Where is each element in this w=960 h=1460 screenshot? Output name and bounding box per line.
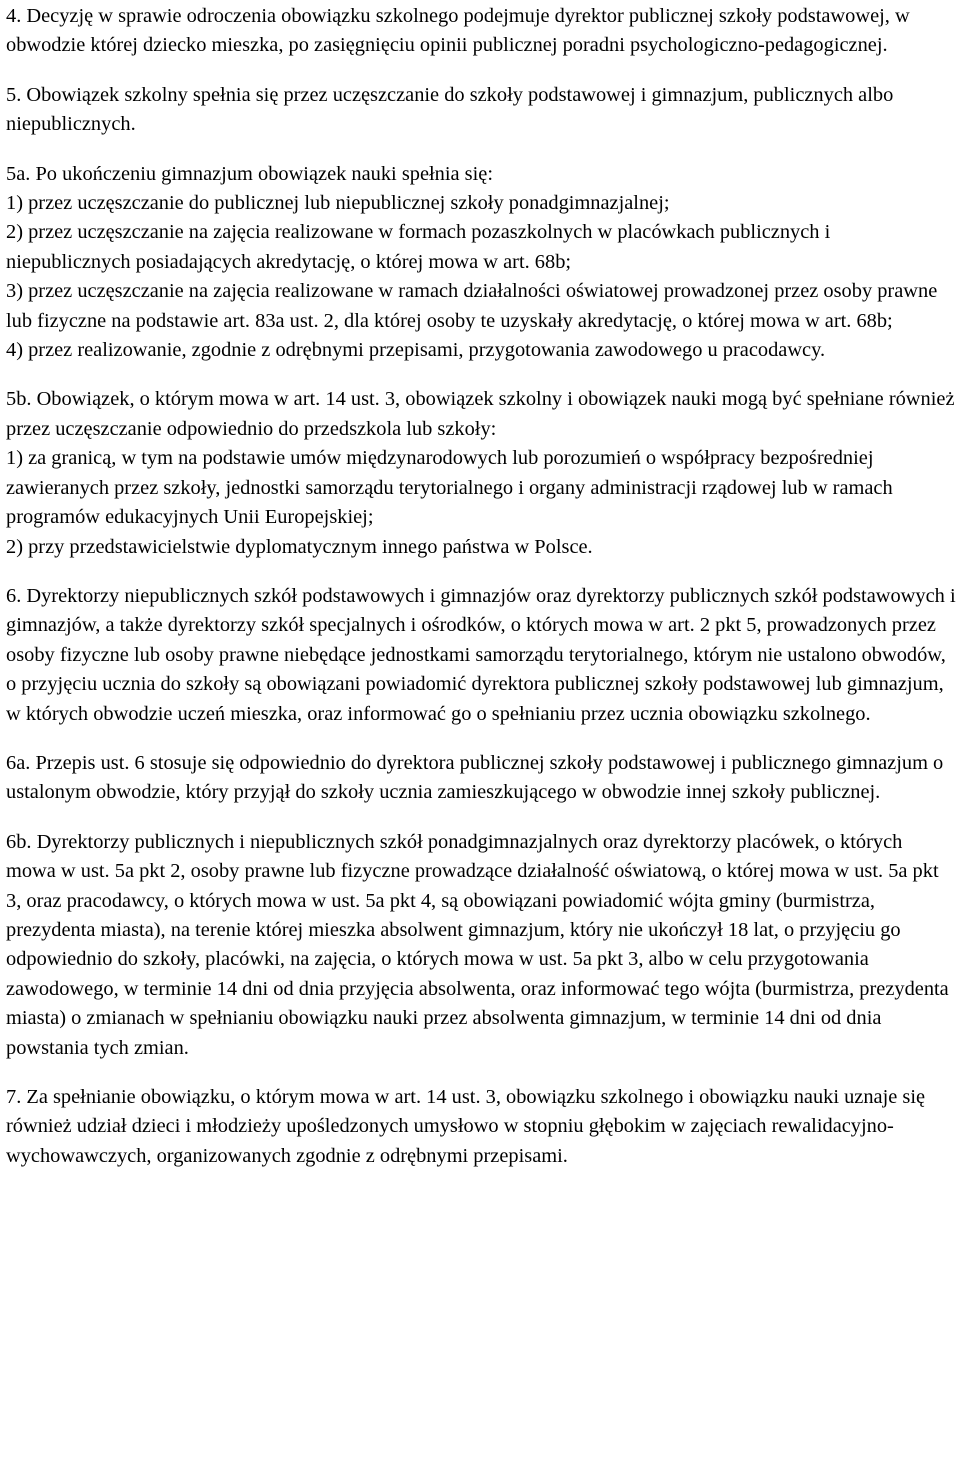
paragraph-line: 5. Obowiązek szkolny spełnia się przez uczęszczanie do szkoły podstawowej i gimnazjum, publicznych albo niepublicznych.: [6, 83, 894, 136]
paragraph-line: 5b. Obowiązek, o którym mowa w art. 14 ust. 3, obowiązek szkolny i obowiązek nauki mogą być spełniane również przez uczęszczanie odpowiednio do przedszkola lub szkoły:: [6, 388, 955, 440]
paragraph-line: 7. Za spełnianie obowiązku, o którym mowa w art. 14 ust. 3, obowiązku szkolnego i obowiązku nauki uznaje się również udział dzieci i młodzieży upośledzonych umysłowo w stopniu głębokim w zajęciach rewalidacyjno-wychowawczych, organizowanych zgodnie z odrębnymi przepisami.: [6, 1086, 926, 1167]
paragraph-5a: [6, 160, 956, 366]
list-item: 4) przez realizowanie, zgodnie z odrębnymi przepisami, przygotowania zawodowego u pracodawcy.: [6, 339, 826, 362]
paragraph-4: [6, 2, 956, 61]
list-item: 1) za granicą, w tym na podstawie umów międzynarodowych lub porozumień o współpracy bezpośredniej zawieranych przez szkoły, jednostki samorządu terytorialnego i organy administracji rządowej lub w ramach programów edukacyjnych Unii Europejskiej;: [6, 447, 893, 529]
list-item: 1) przez uczęszczanie do publicznej lub niepublicznej szkoły ponadgimnazjalnej;: [6, 192, 670, 215]
paragraph-line: 6. Dyrektorzy niepublicznych szkół podstawowych i gimnazjów oraz dyrektorzy publicznych szkół podstawowych i gimnazjów, a także dyrektorzy szkół specjalnych i ośrodków, o których mowa w art. 2 pkt 5, prowadzonych przez osoby fizyczne lub osoby prawne niebędące jednostkami samorządu terytorialnego, którym nie ustalono obwodów, o przyjęciu ucznia do szkoły są obowiązani powiadomić dyrektora publicznej szkoły podstawowej lub gimnazjum, w których obwodzie uczeń mieszka, oraz informować go o spełnianiu przez ucznia obowiązku szkolnego.: [6, 584, 956, 725]
paragraph-5b: [6, 385, 956, 561]
paragraph-6a: [6, 749, 956, 808]
paragraph-line: 6b. Dyrektorzy publicznych i niepublicznych szkół ponadgimnazjalnych oraz dyrektorzy placówek, o których mowa w ust. 5a pkt 2, osoby prawne lub fizyczne prowadzące działalność oświatową, o której mowa w ust. 5a pkt 3, oraz pracodawcy, o których mowa w ust. 5a pkt 4, są obowiązani powiadomić wójta gminy (burmistrza, prezydenta miasta), na terenie której mieszka absolwent gimnazjum, który nie ukończył 18 lat, o przyjęciu go odpowiednio do szkoły, placówki, na zajęcia, o których mowa w ust. 5a pkt 3, albo w celu przygotowania zawodowego, w terminie 14 dni od dnia przyjęcia absolwenta, oraz informować tego wójta (burmistrza, prezydenta miasta) o zmianach w spełnianiu obowiązku nauki przez absolwenta gimnazjum, w terminie 14 dni od dnia powstania tych zmian.: [6, 830, 949, 1059]
list-item: 2) przy przedstawicielstwie dyplomatycznym innego państwa w Polsce.: [6, 535, 593, 558]
paragraph-line: 6a. Przepis ust. 6 stosuje się odpowiednio do dyrektora publicznej szkoły podstawowej i publicznego gimnazjum o ustalonym obwodzie, który przyjął do szkoły ucznia zamieszkującego w obwodzie innej szkoły publicznej.: [6, 751, 944, 804]
paragraph-7: [6, 1083, 956, 1171]
list-item: 2) przez uczęszczanie na zajęcia realizowane w formach pozaszkolnych w placówkach publicznych i niepublicznych posiadających akredytację, o której mowa w art. 68b;: [6, 221, 831, 273]
paragraph-line: 4. Decyzję w sprawie odroczenia obowiązku szkolnego podejmuje dyrektor publicznej szkoły podstawowej, w obwodzie której dziecko mieszka, po zasięgnięciu opinii publicznej poradni psychologiczno-pedagogicznej.: [6, 5, 910, 57]
document-page: [6, 2, 956, 1191]
paragraph-5: [6, 81, 956, 140]
list-item: 3) przez uczęszczanie na zajęcia realizowane w ramach działalności oświatowej prowadzonej przez osoby prawne lub fizyczne na podstawie art. 83a ust. 2, dla której osoby te uzyskały akredytację, o której mowa w art. 68b;: [6, 280, 938, 332]
paragraph-line: 5a. Po ukończeniu gimnazjum obowiązek nauki spełnia się:: [6, 162, 493, 185]
paragraph-6: [6, 582, 956, 729]
paragraph-6b: [6, 828, 956, 1063]
